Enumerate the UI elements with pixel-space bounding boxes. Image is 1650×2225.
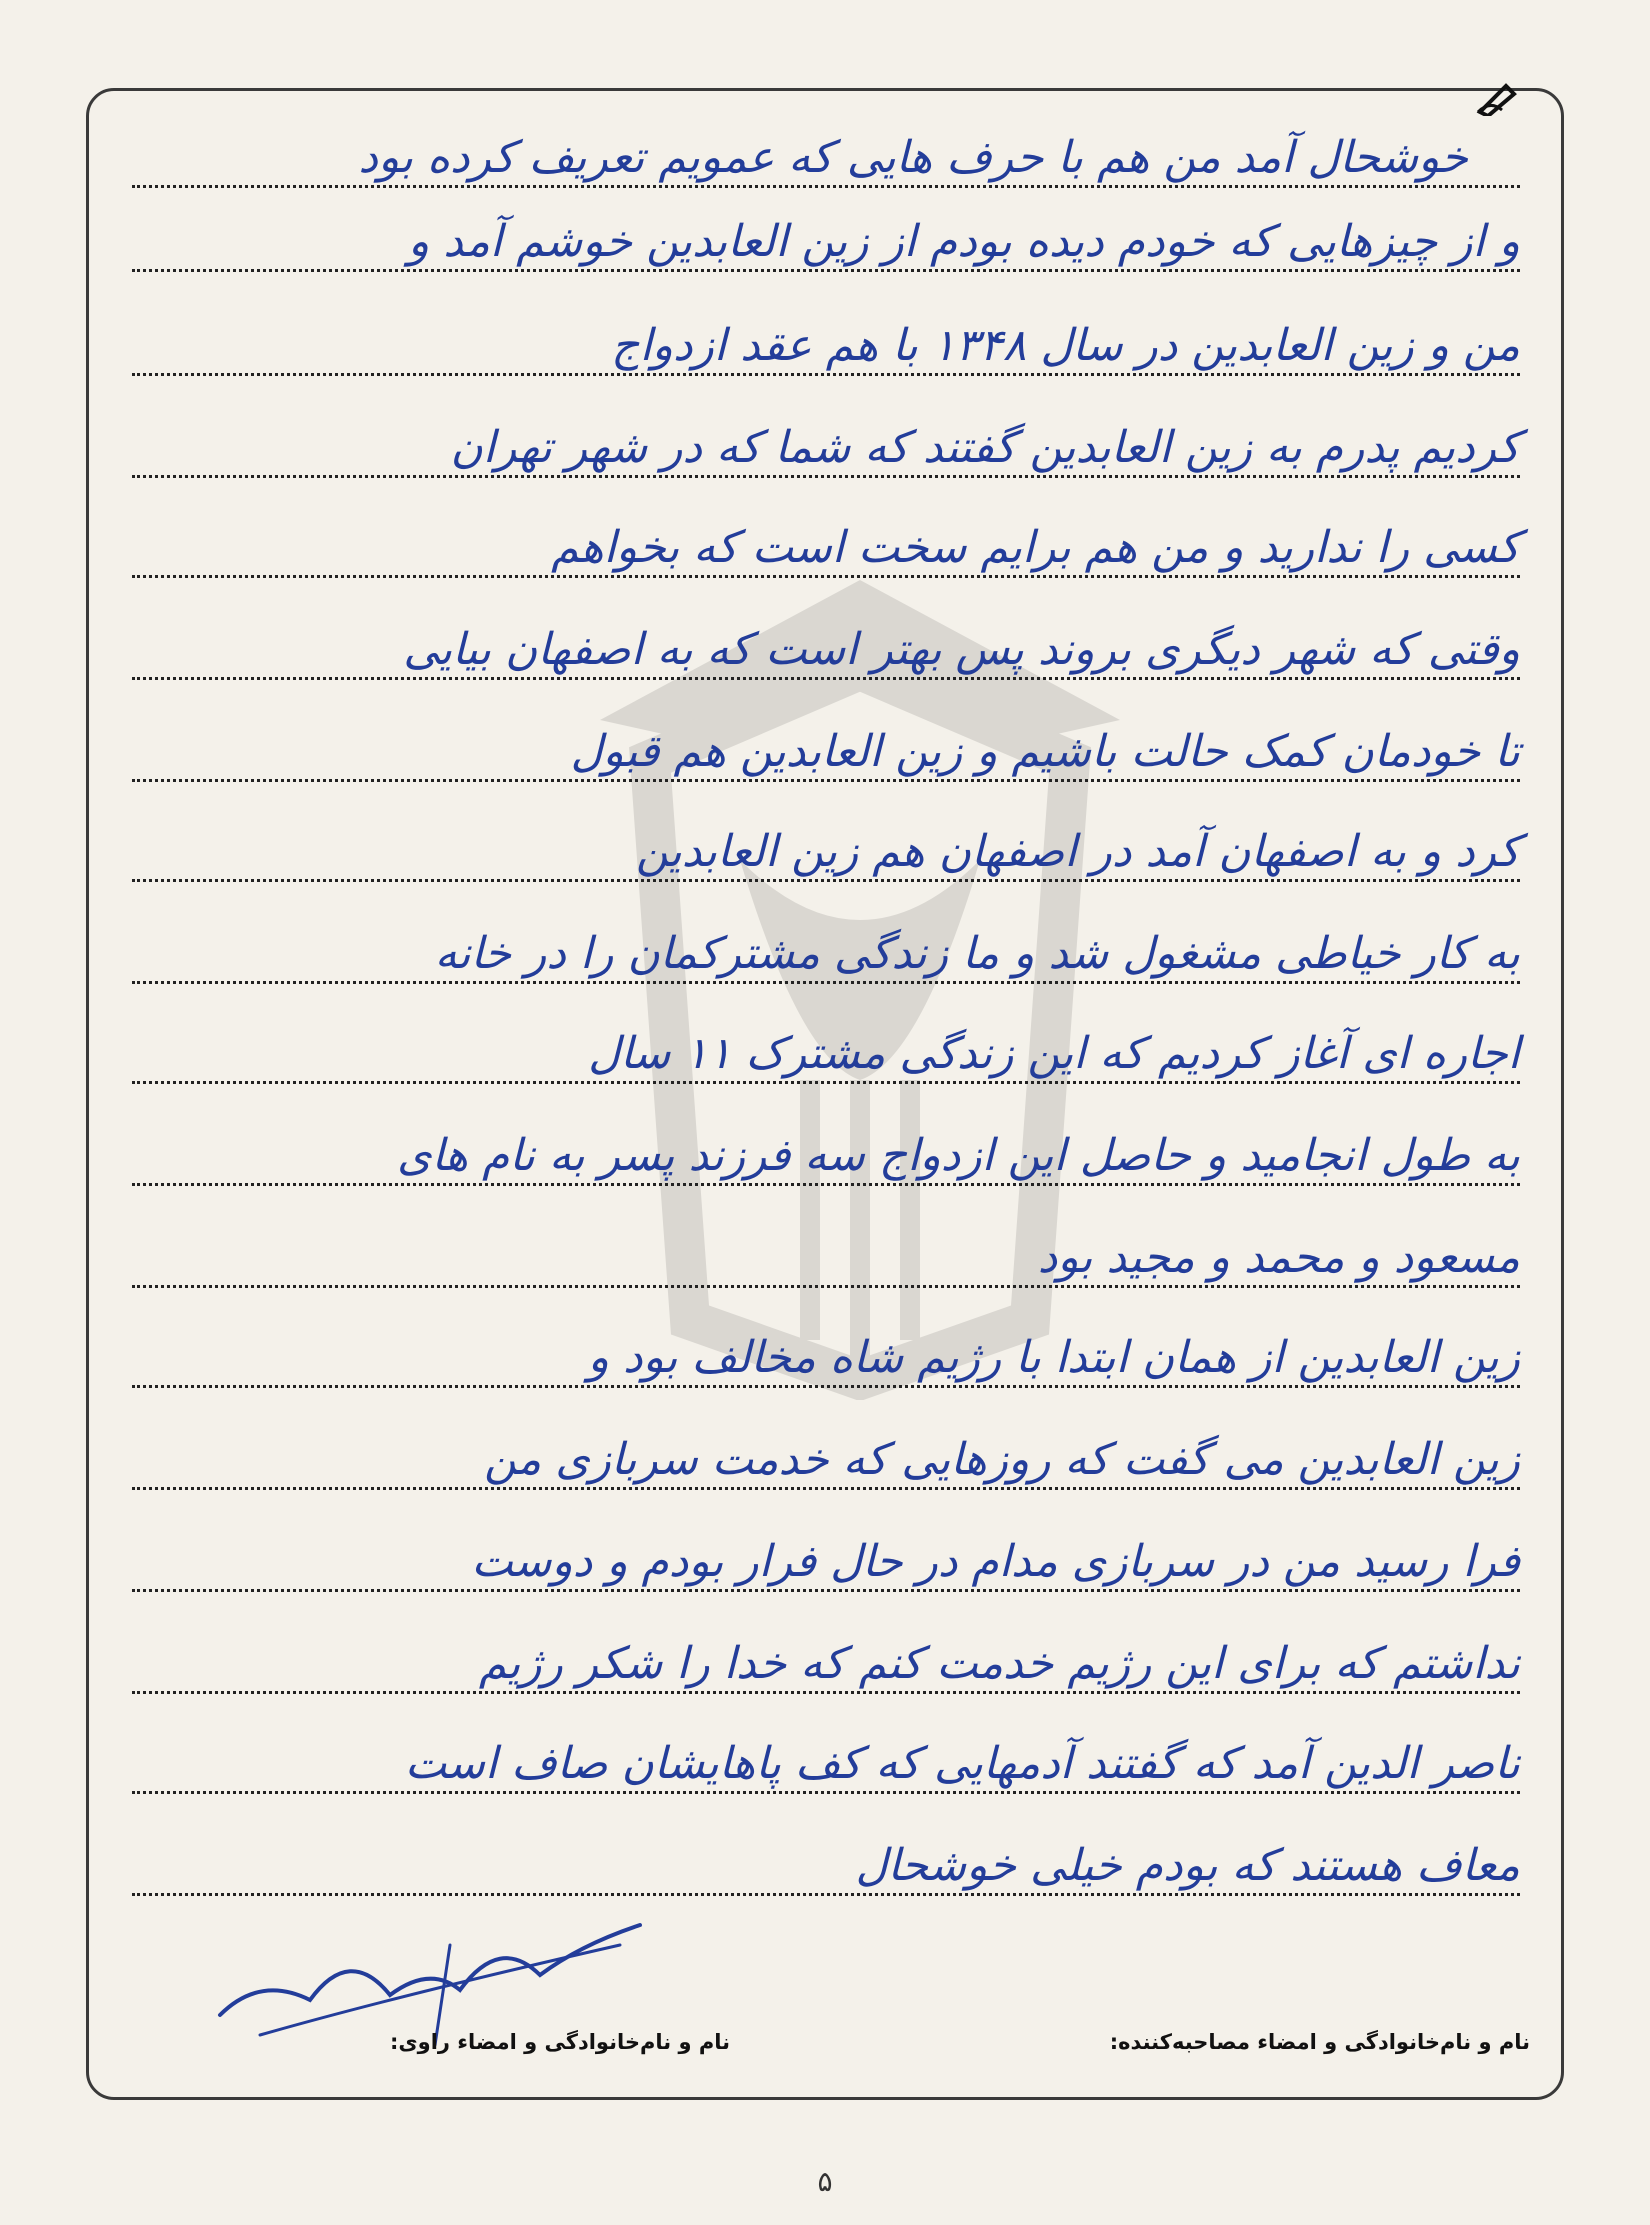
interviewer-signature-label: نام و نام‌خانوادگی و امضاء مصاحبه‌کننده:: [1109, 2030, 1530, 2054]
text-line: [132, 1594, 1520, 1694]
text-line: [132, 782, 1520, 882]
text-line: [132, 1288, 1520, 1388]
line-text: زین العابدین از همان ابتدا با رژیم شاه مخالف بود و: [587, 1332, 1520, 1383]
line-text: به کار خیاطی مشغول شد و ما زندگی مشترکمان را در خانه: [434, 928, 1520, 979]
text-line: [132, 984, 1520, 1084]
line-text: نداشتم که برای این رژیم خدمت کنم که خدا را شکر رژیم: [478, 1638, 1520, 1689]
text-line: [132, 172, 1520, 272]
line-text: من و زین العابدین در سال ۱۳۴۸ با هم عقد ازدواج: [611, 320, 1520, 371]
handwritten-text-area: [132, 0, 1520, 2225]
line-text: کسی را ندارید و من هم برایم سخت است که بخواهم: [551, 522, 1520, 573]
text-line: [132, 1492, 1520, 1592]
line-text: کردیم پدرم به زین العابدین گفتند که شما که در شهر تهران: [450, 422, 1520, 473]
line-text: تا خودمان کمک حالت باشیم و زین العابدین هم قبول: [570, 726, 1520, 777]
text-line: [132, 1086, 1520, 1186]
text-line: [132, 1188, 1520, 1288]
text-line: [132, 884, 1520, 984]
signature-footer: [130, 2030, 1530, 2070]
line-text: ناصر الدین آمد که گفتند آدمهایی که کف پاهایشان صاف است: [404, 1738, 1520, 1789]
pen-writing-icon: [1476, 82, 1520, 116]
line-text: وقتی که شهر دیگری بروند پس بهتر است که به اصفهان بیایی: [403, 624, 1520, 675]
narrator-signature-label: نام و نام‌خانوادگی و امضاء راوی:: [390, 2030, 730, 2054]
line-text: خوشحال آمد من هم با حرف هایی که عمویم تعریف کرده بود: [358, 132, 1468, 183]
line-text: و از چیزهایی که خودم دیده بودم از زین العابدین خوشم آمد و: [408, 216, 1520, 267]
text-line: [132, 1390, 1520, 1490]
text-line: [132, 478, 1520, 578]
text-line: [132, 1694, 1520, 1794]
line-text: اجاره ای آغاز کردیم که این زندگی مشترک ۱۱ سال: [588, 1028, 1520, 1079]
line-text: مسعود و محمد و مجید بود: [1037, 1232, 1520, 1283]
text-line: [132, 378, 1520, 478]
line-text: به طول انجامید و حاصل این ازدواج سه فرزند پسر به نام های: [397, 1130, 1520, 1181]
line-text: زین العابدین می گفت که روزهایی که خدمت سربازی من: [484, 1434, 1520, 1485]
line-text: معاف هستند که بودم خیلی خوشحال: [855, 1840, 1520, 1891]
text-line: [132, 682, 1520, 782]
text-line: [132, 276, 1520, 376]
line-text: فرا رسید من در سربازی مدام در حال فرار بودم و دوست: [471, 1536, 1520, 1587]
line-text: کرد و به اصفهان آمد در اصفهان هم زین العابدین: [635, 826, 1520, 877]
text-line: [132, 1796, 1520, 1896]
page-number: ۵: [817, 2165, 833, 2198]
text-line: [132, 580, 1520, 680]
